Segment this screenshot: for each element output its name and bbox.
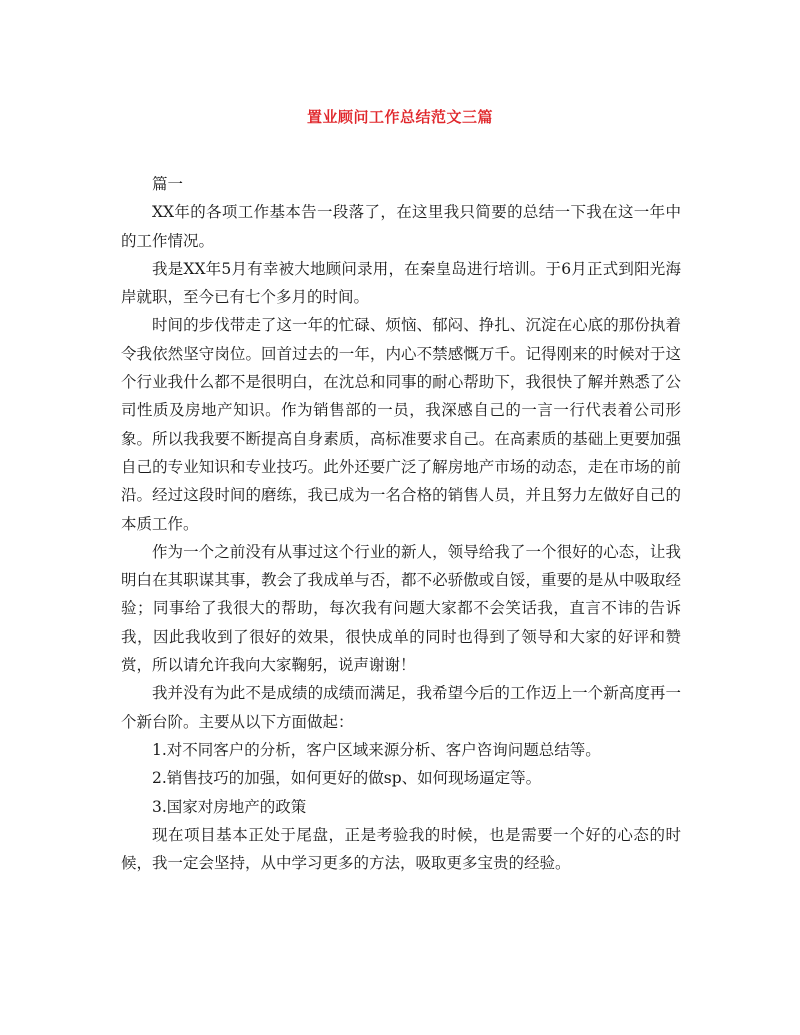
paragraph: 现在项目基本正处于尾盘，正是考验我的时候，也是需要一个好的心态的时候，我一定会坚持，从中学习更多的方法，吸取更多宝贵的经验。 — [121, 825, 681, 873]
list-item: 2.销售技巧的加强，如何更好的做sp、如何现场逼定等。 — [152, 769, 542, 788]
document-title: 置业顾问工作总结范文三篇 — [306, 108, 493, 126]
paragraph: XX年的各项工作基本告一段落了，在这里我只简要的总结一下我在这一年中的工作情况。 — [121, 203, 681, 250]
paragraph: 作为一个之前没有从事过这个行业的新人，领导给我了一个很好的心态，让我明白在其职谋其事，教会了我成单与否，都不必骄傲或自馁，重要的是从中吸取经验；同事给了我很大的帮助，每次我有问题大家都不会笑话我，直言不讳的告诉我，因此我收到了很好的效果，很快成单的同时也得到了领导和大家的好评和赞赏，所以请允许我向大家鞠躬，说声谢谢！ — [121, 542, 681, 675]
paragraph: 时间的步伐带走了这一年的忙碌、烦恼、郁闷、挣扎、沉淀在心底的那份执着令我依然坚守岗位。回首过去的一年，内心不禁感慨万千。记得刚来的时候对于这个行业我什么都不是很明白，在沈总和同事的耐心帮助下，我很快了解并熟悉了公司性质及房地产知识。作为销售部的一员，我深感自己的一言一行代表着公司形象。所以我我要不断提高自身素质，高标准要求自己。在高素质的基础上更要加强自己的专业知识和专业技巧。此外还要广泛了解房地产市场的动态，走在市场的前沿。经过这段时间的磨练，我已成为一名合格的销售人员，并且努力左做好自己的本质工作。 — [121, 316, 681, 533]
document-body — [121, 170, 681, 877]
list-item: 3.国家对房地产的政策 — [152, 797, 307, 816]
section-heading: 篇一 — [152, 175, 184, 193]
paragraph: 我并没有为此不是成绩的成绩而满足，我希望今后的工作迈上一个新高度再一个新台阶。主要从以下方面做起： — [121, 684, 681, 731]
paragraph: 我是XX年5月有幸被大地顾问录用，在秦皇岛进行培训。于6月正式到阳光海岸就职，至今已有七个多月的时间。 — [121, 259, 681, 307]
list-item: 1.对不同客户的分析，客户区域来源分析、客户咨询问题总结等。 — [152, 740, 601, 759]
